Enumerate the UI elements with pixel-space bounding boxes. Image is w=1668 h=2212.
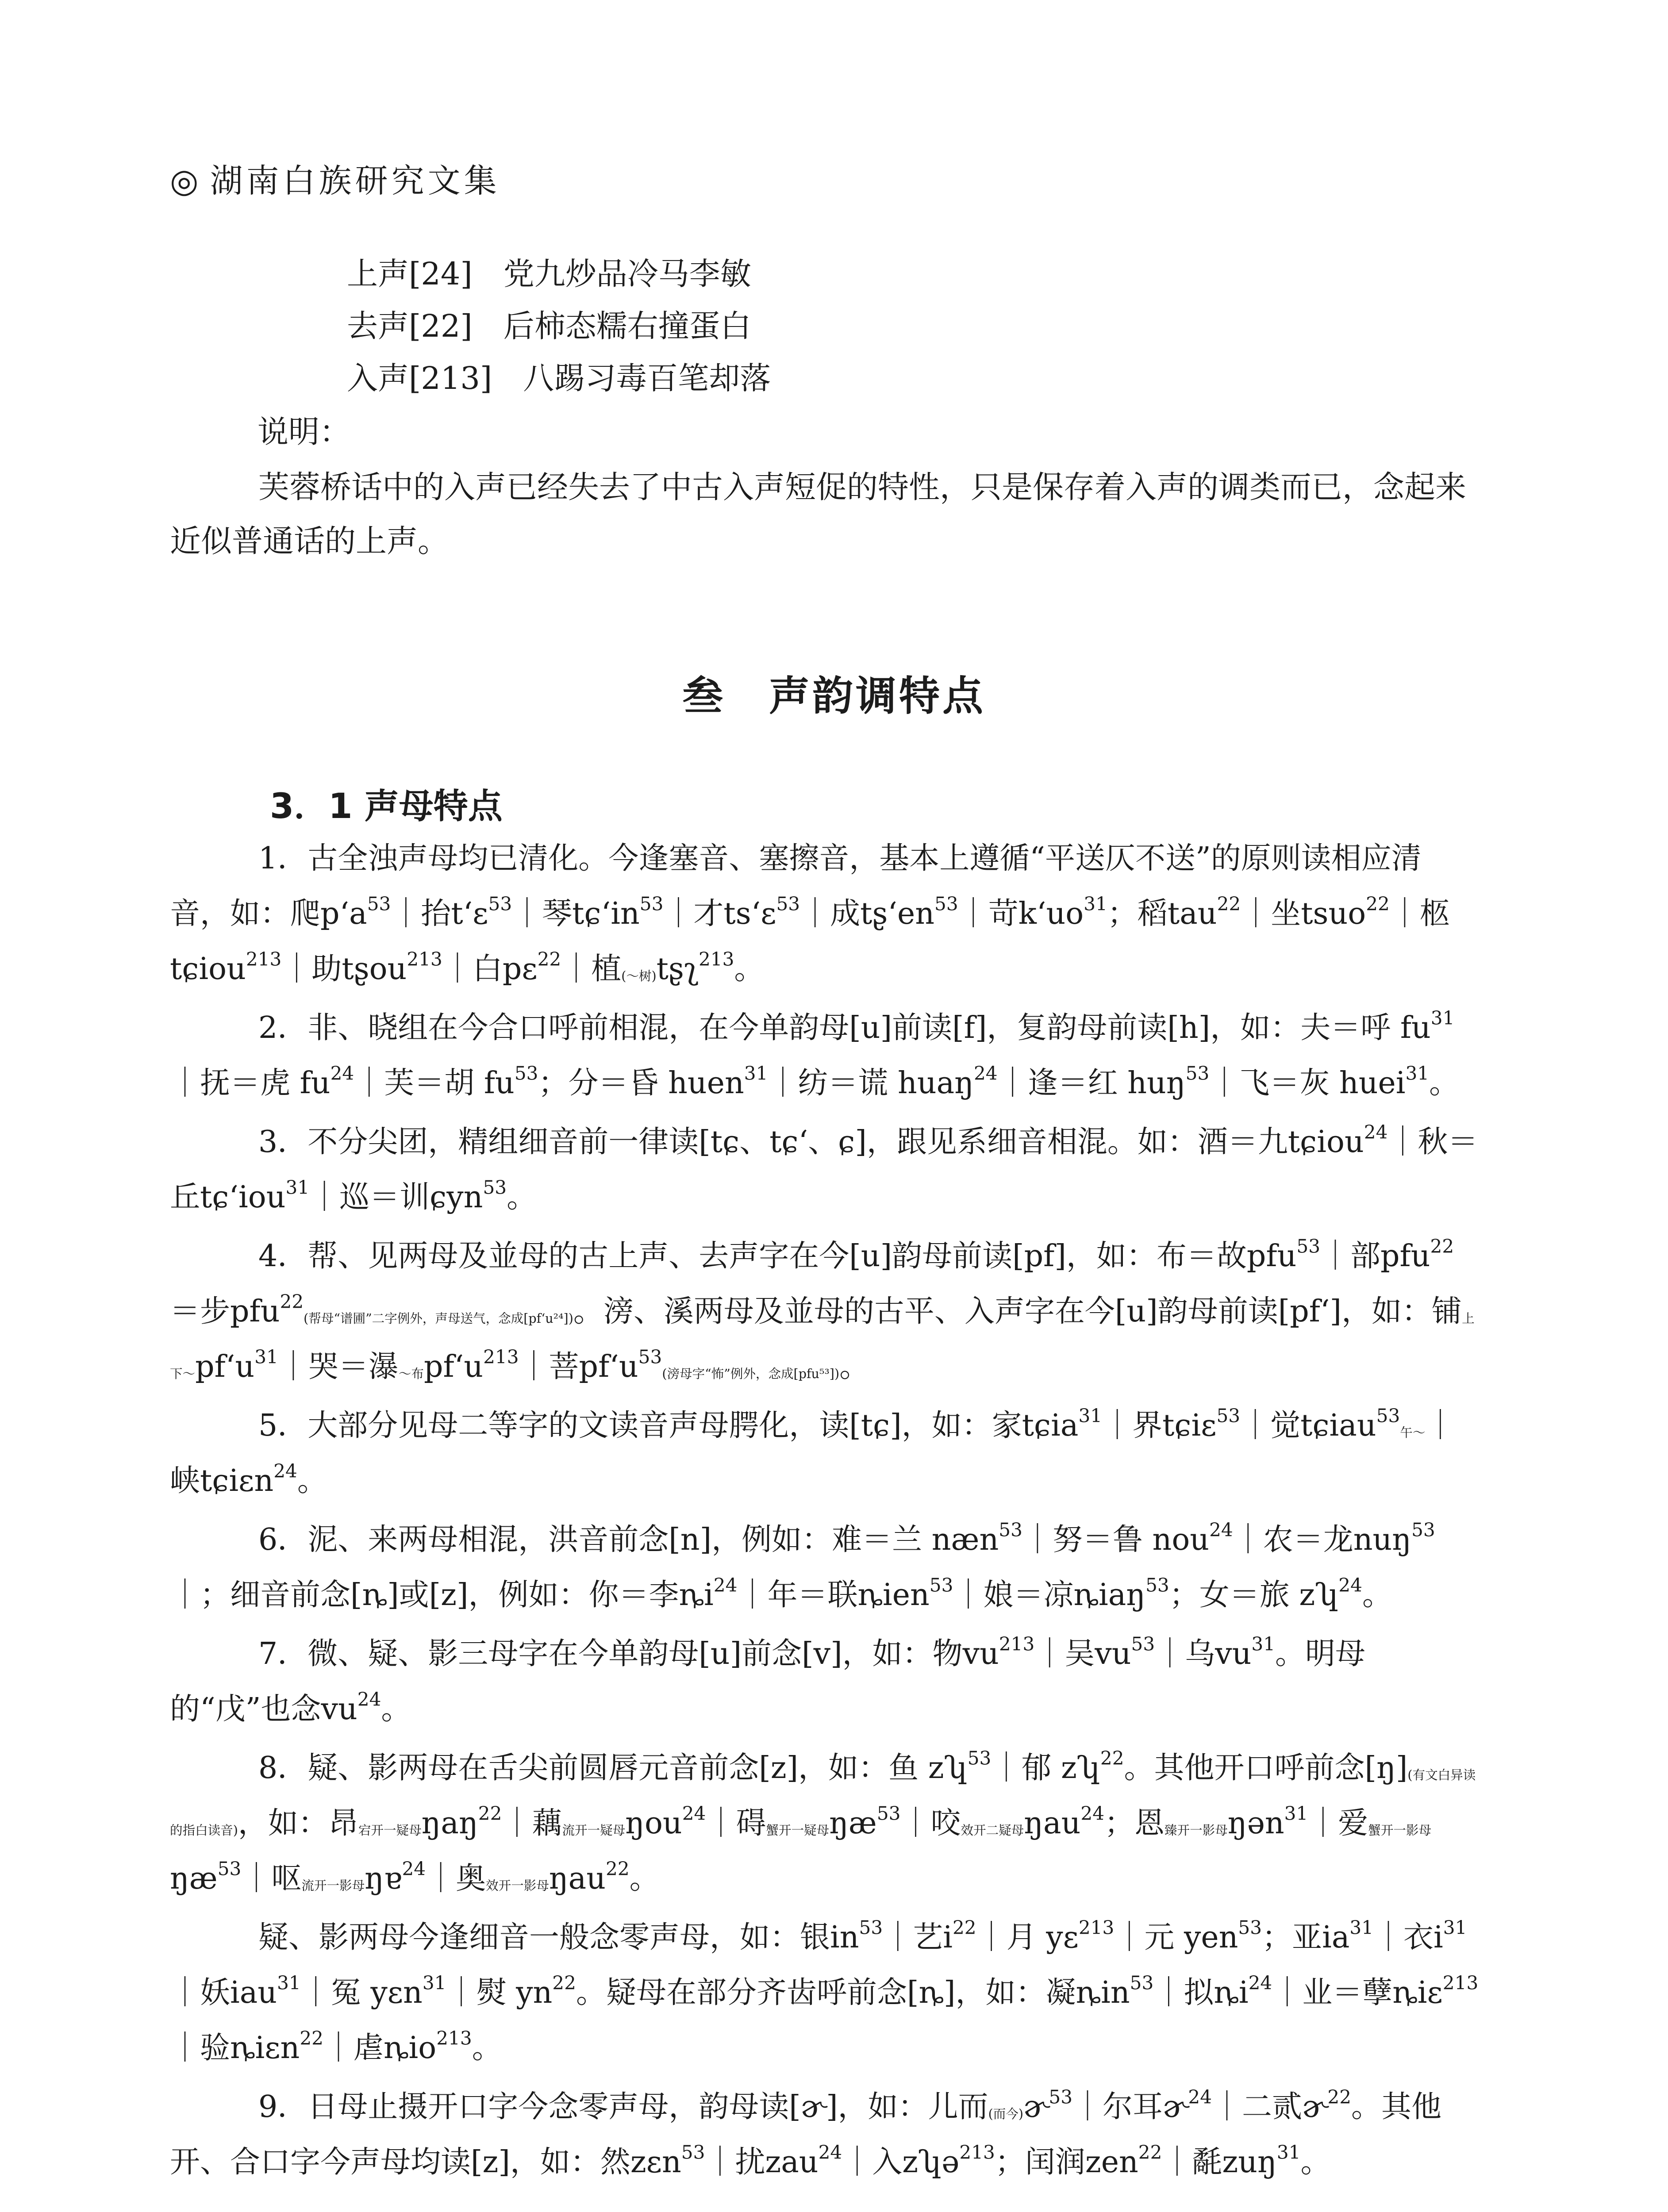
- note-paragraph: 芙蓉桥话中的入声已经失去了中古入声短促的特性，只是保存着入声的调类而已，念起来近似普通话的上声。: [170, 469, 1466, 559]
- text-run: ｜年＝联ȵien: [737, 1578, 930, 1613]
- tone-number: 31: [1349, 1916, 1374, 1939]
- small-note: 蟹开一疑母: [766, 1822, 830, 1838]
- text-run: ｜芙＝胡 fu: [354, 1066, 515, 1101]
- tone-number: 22: [1327, 2086, 1352, 2108]
- tone-number: 53: [999, 1519, 1022, 1541]
- tone-number: 213: [1442, 1972, 1479, 1994]
- text-run: ｜白pɛ: [442, 952, 538, 987]
- text-run: ｜吴vu: [1034, 1636, 1131, 1671]
- small-note: 效开二疑母: [961, 1822, 1024, 1838]
- note-label: 说明：: [258, 414, 350, 450]
- tone-number: 53: [929, 1574, 953, 1596]
- tone-number: 24: [330, 1062, 354, 1084]
- text-run: ｜爱: [1308, 1806, 1368, 1841]
- tone-number: 24: [818, 2141, 842, 2163]
- text-run: ｜纺＝谎 huaŋ: [768, 1066, 974, 1101]
- text-run: ŋæ: [829, 1806, 877, 1841]
- tone-number: 53: [514, 1062, 538, 1084]
- text-run: 。: [629, 1861, 660, 1896]
- tone-number: 31: [1430, 1007, 1455, 1029]
- text-run: pf‘u: [423, 1349, 484, 1384]
- text-run: ｜氄zuŋ: [1162, 2145, 1277, 2180]
- text-run: ｜觉tɕiau: [1240, 1408, 1376, 1443]
- tone-number: 53: [1145, 1574, 1169, 1596]
- text-run: ｜抚＝虎 fu: [170, 1066, 331, 1101]
- tone-number: 24: [1338, 1574, 1362, 1596]
- small-note: 宕开一疑母: [358, 1822, 422, 1838]
- feature-paragraph: [170, 831, 1480, 997]
- tone-list: [347, 248, 771, 404]
- text-run: 。其他开口呼前念[ŋ]: [1124, 1751, 1408, 1786]
- text-run: 。: [1362, 1578, 1392, 1613]
- initials-feature-list: [170, 831, 1480, 2193]
- tone-number: 53: [1296, 1235, 1321, 1257]
- text-run: 。疑母在部分齐齿呼前念[ȵ]，如：凝ȵin: [576, 1975, 1130, 2010]
- tone-number: 53: [681, 2141, 705, 2163]
- text-run: ŋɐ: [365, 1861, 402, 1896]
- tone-number: 22: [952, 1916, 976, 1939]
- text-run: 2．非、晓组在今合口呼前相混，在今单韵母[u]前读[f]，复韵母前读[h]，如：夫＝呼 fu: [258, 1010, 1431, 1045]
- text-run: ｜碍: [706, 1806, 766, 1841]
- text-run: ｜植: [561, 952, 622, 987]
- text-run: ｜飞＝灰 huei: [1209, 1066, 1406, 1101]
- feature-paragraph: [170, 1398, 1480, 1509]
- text-run: 。: [472, 2031, 502, 2066]
- tone-number: 213: [483, 1346, 519, 1368]
- small-note: (滂母字“怖”例外，念成[pfu⁵³]): [662, 1366, 840, 1381]
- small-note: 效开一影母: [486, 1878, 549, 1893]
- text-run: 。: [297, 1463, 327, 1498]
- text-run: ｜虐ȵio: [323, 2031, 437, 2066]
- text-run: ｜柩tɕiou: [170, 896, 1450, 987]
- small-note: (有文白异读的指白读音): [170, 1767, 1476, 1838]
- tone-number: 53: [1131, 1633, 1155, 1655]
- tone-number: 24: [357, 1688, 381, 1710]
- small-note: (而今): [988, 2106, 1024, 2121]
- book-title: 湖南白族研究文集: [210, 162, 500, 200]
- tone-number: 53: [967, 1747, 992, 1769]
- text-run: ｜郁 zʮ: [991, 1751, 1100, 1786]
- tone-number: 31: [422, 1972, 446, 1994]
- text-run: ｜峡tɕiɛn: [170, 1408, 1456, 1498]
- feature-paragraph: [170, 1910, 1480, 2076]
- text-run: 7．微、疑、影三母字在今单韵母[u]前念[v]，如：物vu: [258, 1636, 999, 1671]
- text-run: 。: [381, 1692, 411, 1727]
- small-note: (～树): [621, 968, 657, 983]
- text-run: 。滂、溪两母及並母的古平、入声字在今[u]韵母前读[pf‘]，如：铺: [573, 1294, 1462, 1329]
- feature-paragraph: [170, 2079, 1480, 2190]
- text-run: ＝步pfu: [170, 1294, 280, 1329]
- tone-number: 213: [999, 1633, 1035, 1655]
- tone-number: 31: [1251, 1633, 1276, 1655]
- feature-paragraph: [170, 1114, 1480, 1225]
- tone-line-departing: 去声[22] 后柿态糯右撞蛋白: [347, 308, 751, 344]
- circle-mark-icon: ◎: [170, 162, 202, 200]
- tone-number: 53: [876, 1802, 901, 1824]
- text-run: ŋən: [1227, 1806, 1284, 1841]
- text-run: ；闰润zen: [995, 2145, 1138, 2180]
- tone-number: 53: [1238, 1916, 1262, 1939]
- tone-number: 22: [537, 948, 561, 970]
- feature-paragraph: [170, 1000, 1480, 1111]
- text-run: ｜巡＝训ɕyn: [309, 1180, 483, 1215]
- tone-number: 31: [1078, 1405, 1103, 1427]
- tone-number: 24: [973, 1062, 998, 1084]
- tone-number: 22: [1366, 893, 1390, 915]
- small-note: 流开一疑母: [562, 1822, 626, 1838]
- text-run: ；恩: [1104, 1806, 1165, 1841]
- tone-number: 22: [478, 1802, 502, 1824]
- text-run: ｜成tʂ‘en: [800, 896, 935, 931]
- tone-number: 31: [1276, 2141, 1301, 2163]
- small-note: 上下～: [170, 1310, 1475, 1381]
- tone-number: 53: [1376, 1405, 1400, 1427]
- text-run: ｜扰zau: [705, 2145, 819, 2180]
- small-note: 午～: [1400, 1425, 1426, 1440]
- tone-number: 213: [407, 948, 442, 970]
- text-run: ｜呕: [241, 1861, 302, 1896]
- tone-number: 22: [280, 1290, 304, 1313]
- text-run: 4．帮、见两母及並母的古上声、去声字在今[u]韵母前读[pf]，如：布＝故pfu: [258, 1239, 1297, 1274]
- text-run: 8．疑、影两母在舌尖前圆唇元音前念[z]，如：鱼 zʮ: [258, 1751, 968, 1786]
- running-head: [170, 155, 500, 202]
- text-run: ；稻tau: [1107, 896, 1217, 931]
- tone-number: 213: [1078, 1916, 1115, 1939]
- text-run: ŋau: [1024, 1806, 1081, 1841]
- text-run: 疑、影两母今逢细音一般念零声母，如：银in: [258, 1920, 859, 1955]
- tone-number: 53: [488, 893, 512, 915]
- text-run: ｜才ts‘ɛ: [663, 896, 776, 931]
- text-run: 。明母的“戊”也念vu: [170, 1636, 1366, 1727]
- text-run: 3．不分尖团，精组细音前一律读[tɕ、tɕ‘、ɕ]，跟见系细音相混。如：酒＝九tɕiou: [258, 1125, 1364, 1160]
- text-run: ｜坐tsuo: [1241, 896, 1366, 931]
- tone-number: 53: [483, 1176, 507, 1198]
- text-run: ｜业＝孽ȵiɛ: [1272, 1975, 1443, 2010]
- tone-number: 24: [273, 1460, 297, 1482]
- small-note: ～布: [398, 1366, 424, 1381]
- tone-number: 31: [285, 1176, 310, 1198]
- text-run: ŋæ: [170, 1861, 218, 1896]
- small-note: (帮母“谱圃”二字例外，声母送气，念成[pf‘u²⁴]): [304, 1310, 573, 1326]
- tone-number: 31: [1405, 1062, 1430, 1084]
- text-run: ｜入zʮə: [842, 2145, 960, 2180]
- feature-paragraph: [170, 1512, 1480, 1623]
- text-run: ŋaŋ: [421, 1806, 478, 1841]
- tone-line-rising: 上声[24] 党九炒品冷马李敏: [347, 256, 751, 292]
- text-run: ｜乌vu: [1155, 1636, 1252, 1671]
- text-run: 5．大部分见母二等字的文读音声母腭化，读[tɕ]，如：家tɕia: [258, 1408, 1079, 1443]
- tone-number: 213: [436, 2027, 472, 2049]
- text-run: 。: [839, 1349, 870, 1384]
- tone-number: 22: [1430, 1235, 1454, 1257]
- text-run: tʂʅ: [656, 952, 699, 987]
- text-run: ｜衣i: [1373, 1920, 1443, 1955]
- tone-number: 53: [1049, 2086, 1073, 2108]
- tone-number: 53: [1216, 1405, 1241, 1427]
- text-run: ｜菩pf‘u: [519, 1349, 638, 1384]
- tone-number: 53: [639, 893, 664, 915]
- text-run: 。其他开、合口字今声母均读[z]，如：然zɛn: [170, 2089, 1442, 2180]
- small-note: 流开一影母: [301, 1878, 365, 1893]
- text-run: ；分＝昏 huen: [538, 1066, 744, 1101]
- text-run: ｜拟ȵi: [1153, 1975, 1249, 2010]
- text-run: 。: [1300, 2145, 1331, 2180]
- tone-number: 53: [776, 893, 800, 915]
- tone-number: 22: [300, 2027, 323, 2049]
- text-run: ｜哭＝瀑: [278, 1349, 399, 1384]
- text-run: pf‘u: [195, 1349, 255, 1384]
- text-run: ｜抬t‘ɛ: [391, 896, 488, 931]
- tone-number: 22: [552, 1972, 576, 1994]
- tone-number: 53: [367, 893, 391, 915]
- tone-number: 53: [1411, 1519, 1435, 1541]
- text-run: 6．泥、来两母相混，洪音前念[n]，例如：难＝兰 næn: [258, 1522, 999, 1557]
- section-title: 叁 声韵调特点: [682, 672, 986, 720]
- tone-number: 53: [934, 893, 958, 915]
- text-run: ｜冤 yɛn: [300, 1975, 423, 2010]
- text-run: ｜二贰ɚ: [1212, 2089, 1328, 2124]
- tone-number: 24: [1080, 1802, 1105, 1824]
- tone-number: 53: [1185, 1062, 1210, 1084]
- text-run: ｜尔耳ɚ: [1072, 2089, 1188, 2124]
- text-run: ｜农＝龙nuŋ: [1233, 1522, 1412, 1557]
- tone-number: 31: [1084, 893, 1107, 915]
- tone-number: 24: [682, 1802, 706, 1824]
- subsection-title: 3．1 声母特点: [270, 787, 503, 826]
- text-run: ｜妖iau: [170, 1975, 277, 2010]
- text-run: ｜娘＝凉ȵiaŋ: [953, 1578, 1146, 1613]
- text-run: ｜月 yɛ: [976, 1920, 1079, 1955]
- tone-number: 31: [277, 1972, 301, 1994]
- tone-number: 22: [606, 1858, 630, 1880]
- text-run: ｜部pfu: [1320, 1239, 1430, 1274]
- text-run: ｜咬: [900, 1806, 961, 1841]
- tone-number: 31: [1284, 1802, 1308, 1824]
- tone-number: 22: [1217, 893, 1241, 915]
- tone-number: 22: [1100, 1747, 1124, 1769]
- text-run: ｜琴tɕ‘in: [512, 896, 640, 931]
- feature-paragraph: [170, 1626, 1480, 1737]
- tone-number: 24: [1188, 2086, 1212, 2108]
- text-run: ｜努＝鲁 nou: [1022, 1522, 1210, 1557]
- text-run: 。: [1429, 1066, 1460, 1101]
- text-run: ；女＝旅 zʮ: [1169, 1578, 1339, 1613]
- text-run: ｜秋＝丘tɕ‘iou: [170, 1125, 1478, 1215]
- text-run: ŋou: [625, 1806, 682, 1841]
- tone-number: 24: [713, 1574, 738, 1596]
- text-run: ｜奥: [426, 1861, 486, 1896]
- tone-number: 24: [1209, 1519, 1233, 1541]
- text-run: 9．日母止摄开口字今念零声母，韵母读[ɚ]，如：儿而: [258, 2089, 988, 2124]
- text-run: ｜苛k‘uo: [958, 896, 1084, 931]
- tone-number: 53: [217, 1858, 242, 1880]
- text-run: ｜艺i: [883, 1920, 953, 1955]
- feature-paragraph: [170, 1229, 1480, 1394]
- text-run: 。: [507, 1180, 537, 1215]
- tone-number: 31: [1443, 1916, 1467, 1939]
- text-run: ｜藕: [502, 1806, 562, 1841]
- tone-number: 53: [1130, 1972, 1154, 1994]
- tone-number: 24: [402, 1858, 426, 1880]
- text-run: ｜熨 yn: [446, 1975, 553, 2010]
- tone-line-entering: 入声[213] 八踢习毒百笔却落: [347, 360, 771, 396]
- text-run: ɚ: [1023, 2089, 1049, 2124]
- tone-number: 213: [246, 948, 282, 970]
- text-run: ｜元 yen: [1114, 1920, 1238, 1955]
- text-run: ，如：昂: [238, 1806, 358, 1841]
- text-run: ；亚ia: [1262, 1920, 1350, 1955]
- tone-number: 31: [254, 1346, 278, 1368]
- feature-paragraph: [170, 1740, 1480, 1906]
- text-run: 1．古全浊声母均已清化。今逢塞音、塞擦音，基本上遵循“平送仄不送”的原则读相应清音，如：爬p‘a: [170, 841, 1422, 931]
- tone-number: 31: [744, 1062, 768, 1084]
- tone-number: 24: [1248, 1972, 1272, 1994]
- text-run: 。: [734, 952, 765, 987]
- text-run: ｜界tɕiɛ: [1102, 1408, 1217, 1443]
- text-run: ｜助tʂou: [281, 952, 407, 987]
- tone-number: 53: [638, 1346, 662, 1368]
- tone-number: 213: [959, 2141, 995, 2163]
- small-note: 蟹开一影母: [1368, 1822, 1432, 1838]
- tone-number: 213: [698, 948, 734, 970]
- tone-number: 22: [1138, 2141, 1162, 2163]
- tone-number: 53: [859, 1916, 883, 1939]
- text-run: ｜验ȵiɛn: [170, 2031, 300, 2066]
- small-note: 臻开一影母: [1165, 1822, 1228, 1838]
- text-run: ｜逢＝红 huŋ: [997, 1066, 1186, 1101]
- text-run: ｜；细音前念[ȵ]或[z]，例如：你＝李ȵi: [170, 1578, 714, 1613]
- text-run: ŋau: [549, 1861, 606, 1896]
- tone-number: 24: [1364, 1121, 1388, 1143]
